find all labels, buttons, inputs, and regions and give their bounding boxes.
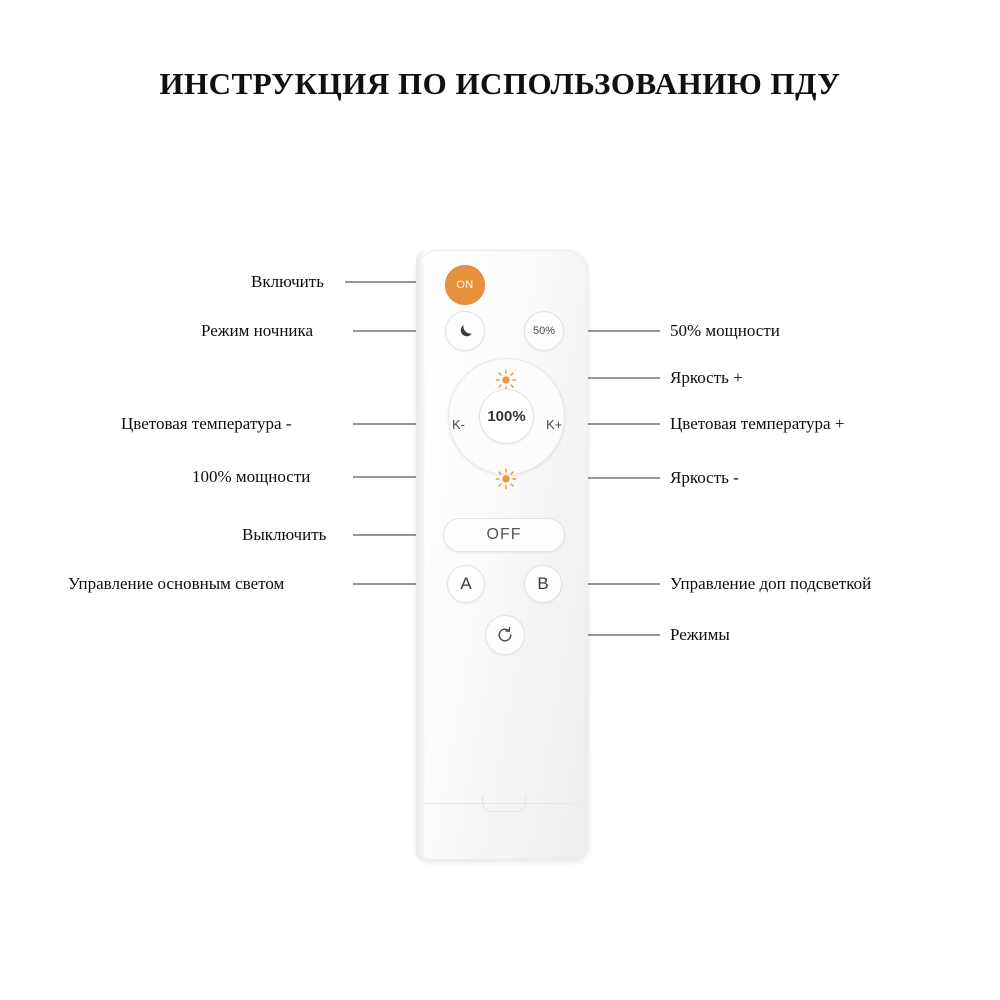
button-b[interactable] [524, 565, 562, 603]
button-50-label: 50% [532, 325, 556, 337]
button-on[interactable] [445, 265, 485, 305]
button-100-percent[interactable] [479, 389, 534, 444]
sun-icon [495, 468, 517, 490]
callout-night-mode: Режим ночника [201, 321, 314, 340]
button-color-temp-up[interactable]: K+ [546, 417, 563, 432]
remote-control-body [416, 250, 588, 860]
button-color-temp-down[interactable]: K- [452, 417, 465, 432]
button-b-label: B [537, 574, 549, 593]
callout-power-off: Выключить [242, 525, 327, 544]
callout-modes: Режимы [670, 625, 730, 644]
button-night-mode[interactable] [445, 311, 485, 351]
button-100-label: 100% [487, 408, 526, 425]
callout-power-on: Включить [251, 272, 324, 291]
callout-color-temp-up: Цветовая температура + [670, 414, 845, 433]
sun-icon [495, 369, 517, 391]
button-off-label: OFF [486, 526, 522, 543]
button-on-label: ON [456, 279, 474, 291]
button-modes[interactable] [485, 615, 525, 655]
remote-body-shading [416, 250, 426, 860]
callout-power-100: 100% мощности [192, 467, 311, 486]
page-title: ИНСТРУКЦИЯ ПО ИСПОЛЬЗОВАНИЮ ПДУ [159, 66, 841, 101]
refresh-icon [495, 625, 515, 645]
button-off[interactable] [443, 518, 565, 552]
remote-battery-notch [482, 795, 526, 812]
callout-extra-light-control: Управление доп подсветкой [670, 574, 872, 593]
button-50-percent[interactable] [524, 311, 564, 351]
moon-icon [456, 322, 475, 341]
callout-color-temp-down: Цветовая температура - [121, 414, 292, 433]
callout-brightness-up: Яркость + [670, 368, 743, 387]
button-a[interactable] [447, 565, 485, 603]
callout-brightness-down: Яркость - [670, 468, 739, 487]
button-brightness-down[interactable] [494, 467, 518, 491]
callout-main-light-control: Управление основным светом [68, 574, 285, 593]
callout-power-50: 50% мощности [670, 321, 780, 340]
button-a-label: A [460, 574, 472, 593]
